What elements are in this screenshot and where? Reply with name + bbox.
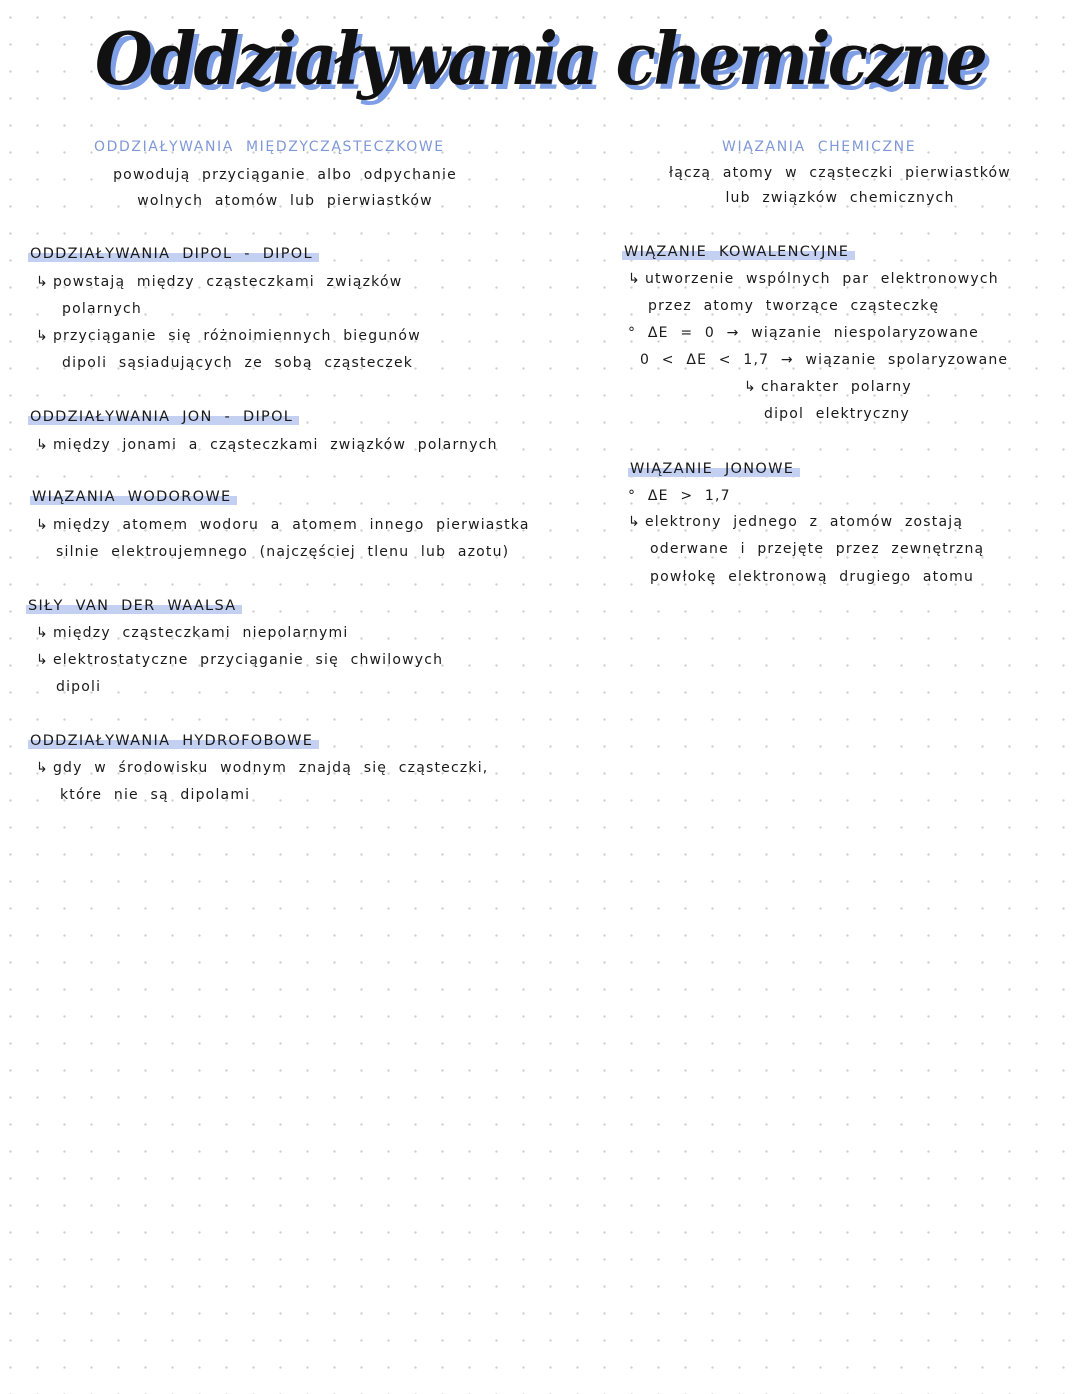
arrow-icon: ↳	[628, 514, 641, 530]
note-text: charakter polarny	[760, 379, 912, 395]
note-text: utworzenie wspólnych par elektronowych	[644, 271, 999, 287]
note-text: między atomem wodoru a atomem innego pierwiastka	[52, 517, 530, 533]
note-text: gdy w środowisku wodnym znajdą się cząsteczki,	[52, 760, 489, 776]
arrow-icon: ↳	[36, 437, 49, 453]
note-line: które nie są dipolami	[60, 787, 251, 803]
heading-wiazania-wodorowe: WIĄZANIA WODOROWE	[30, 488, 237, 506]
note-line: powłokę elektronową drugiego atomu	[650, 569, 975, 585]
heading-dipol-dipol: ODDZIAŁYWANIA DIPOL - DIPOL	[28, 245, 319, 263]
note-line	[36, 436, 498, 454]
right-intro-2: lub związków chemicznych	[725, 190, 955, 206]
arrow-icon: ↳	[36, 328, 49, 344]
note-text: między cząsteczkami niepolarnymi	[52, 625, 349, 641]
note-line: dipoli sąsiadujących ze sobą cząsteczek	[62, 355, 414, 371]
note-text: przyciąganie się różnoimiennych biegunów	[52, 328, 421, 344]
arrow-icon: ↳	[628, 271, 641, 287]
arrow-icon: ↳	[36, 274, 49, 290]
arrow-icon: ↳	[36, 760, 49, 776]
note-line	[36, 651, 443, 669]
heading-jonowe: WIĄZANIE JONOWE	[628, 460, 800, 478]
right-subtitle: WIĄZANIA CHEMICZNE	[722, 139, 917, 155]
note-text: elektrony jednego z atomów zostają	[644, 514, 964, 530]
heading-jon-dipol: ODDZIAŁYWANIA JON - DIPOL	[28, 408, 299, 426]
heading-van-der-waalsa: SIŁY VAN DER WAALSA	[26, 597, 242, 615]
right-intro-1: łączą atomy w cząsteczki pierwiastków	[669, 165, 1011, 181]
note-line: dipol elektryczny	[764, 406, 910, 422]
heading-hydrofobowe: ODDZIAŁYWANIA HYDROFOBOWE	[28, 732, 319, 750]
note-line: dipoli	[56, 679, 102, 695]
left-subtitle: ODDZIAŁYWANIA MIĘDZYCZĄSTECZKOWE	[94, 139, 445, 155]
note-line: silnie elektroujemnego (najczęściej tlenu lub azotu)	[56, 544, 510, 560]
arrow-icon: ↳	[744, 379, 757, 395]
page-title: Oddziaływania chemiczne	[95, 16, 985, 101]
note-line: oderwane i przejęte przez zewnętrzną	[650, 541, 985, 557]
heading-kowalencyjne: WIĄZANIE KOWALENCYJNE	[622, 243, 855, 261]
arrow-icon: ↳	[36, 652, 49, 668]
arrow-icon: ↳	[36, 517, 49, 533]
note-line	[744, 378, 912, 396]
note-text: między jonami a cząsteczkami związków polarnych	[52, 437, 498, 453]
note-text: powstają między cząsteczkami związków	[52, 274, 403, 290]
left-intro-2: wolnych atomów lub pierwiastków	[137, 193, 433, 209]
note-line: polarnych	[62, 301, 142, 317]
note-text: elektrostatyczne przyciąganie się chwilowych	[52, 652, 444, 668]
note-line	[36, 759, 488, 777]
note-line: ° ΔE > 1,7	[628, 488, 731, 504]
note-line: ° ΔE = 0 → wiązanie niespolaryzowane	[628, 325, 979, 341]
note-line	[628, 270, 999, 288]
arrow-icon: ↳	[36, 625, 49, 641]
note-line	[36, 327, 421, 345]
note-line: 0 < ΔE < 1,7 → wiązanie spolaryzowane	[640, 352, 1009, 368]
left-intro-1: powodują przyciąganie albo odpychanie	[113, 167, 457, 183]
note-line	[36, 516, 530, 534]
note-line	[36, 273, 402, 291]
note-line	[36, 624, 348, 642]
note-line	[628, 513, 963, 531]
note-line: przez atomy tworzące cząsteczkę	[648, 298, 940, 314]
